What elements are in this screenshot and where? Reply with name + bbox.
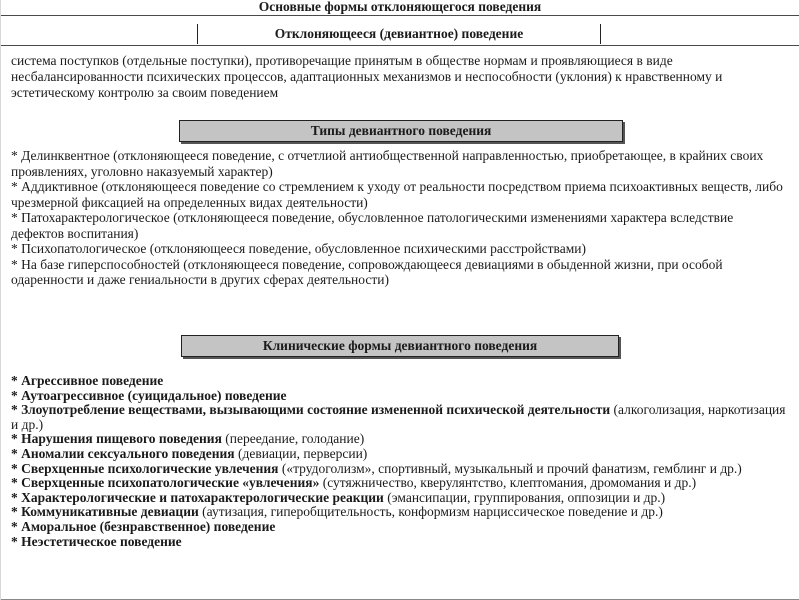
types-item: * Аддиктивное (отклоняющееся поведение со стремлением к уходу от реальности посредством приема психоактивных веществ, либо чрезмерной фиксацией на определенных видах деятельности) [11, 179, 783, 210]
definition-text: система поступков (отдельные поступки), противоречащие принятым в обществе нормам и проявляющиеся в виде несбалансированности психических процессов, адаптационных механизмов и неспособности (уклония) к нравственному и эстетическому контролю за своим поведением [11, 53, 723, 100]
clinical-item [11, 432, 787, 447]
clinical-item-detail: (аутизация, гиперобщительность, конформизм нарциссическое поведение и др.) [198, 504, 663, 520]
clinical-item-title: * Агрессивное поведение [11, 373, 164, 388]
clinical-item-detail: (алкоголизация, наркотизация и др.) [11, 402, 786, 432]
clinical-list [11, 374, 787, 549]
types-item: * На базе гиперспособностей (отклоняющееся поведение, сопровождающееся девиациями в обыденной жизни, при особой одаренности и даже гениальности в других сферах деятельности) [11, 256, 723, 287]
clinical-item [11, 403, 787, 432]
clinical-item-title: * Неэстетическое поведение [11, 533, 182, 549]
clinical-item-detail: (эмансипации, группирования, оппозиции и др.) [383, 489, 666, 505]
page-title: Основные формы отклоняющегося поведения [258, 0, 542, 14]
clinical-item-title: * Нарушения пищевого поведения [11, 431, 222, 447]
clinical-item-title: * Характерологические и патохарактерологические реакции [11, 489, 384, 505]
clinical-item-detail: (сутяжничество, кверулянтство, клептомания, дромомания и др.) [319, 475, 697, 491]
clinical-item [11, 389, 787, 404]
clinical-item [11, 374, 787, 389]
clinical-item-title: * Аномалии сексуального поведения [11, 445, 235, 461]
clinical-item [11, 447, 787, 462]
clinical-item-title: * Коммуникативные девиации [11, 504, 199, 520]
types-item: * Делинквентное (отклоняющееся поведение, с отчетлиой антиобщественной направленностью, приобретающее, в крайних своих проявлениях, уголовно наказуемый характер) [11, 148, 764, 179]
definition-divider [1, 45, 799, 46]
clinical-item [11, 476, 787, 491]
clinical-item-title: * Аутоагрессивное (суицидальное) поведение [11, 387, 287, 403]
clinical-item-title: * Сверхценные психологические увлечения [11, 460, 279, 476]
clinical-item-detail: (девиации, перверсии) [234, 445, 368, 461]
types-item: * Психопатологическое (отклоняющееся поведение, обусловленное психическими расстройствами) [11, 241, 587, 256]
types-item: * Патохарактерологическое (отклоняющееся поведение, обусловленное патологическими изменениями характера вследствие дефектов воспитания) [11, 210, 734, 241]
clinical-item-title: * Злоупотребление веществами, вызывающими состояние измененной психической деятельности [11, 402, 611, 418]
clinical-item [11, 520, 787, 535]
clinical-item [11, 462, 787, 477]
definition-heading: Отклоняющееся (девиантное) поведение [197, 24, 601, 44]
clinical-item-detail: («трудоголизм», спортивный, музыкальный и прочий фанатизм, гемблинг и др.) [278, 460, 742, 476]
clinical-item [11, 491, 787, 506]
clinical-item-title: * Сверхценные психопатологические «увлечения» [11, 475, 320, 491]
title-divider [1, 15, 799, 16]
clinical-heading-banner: Клинические формы девиантного поведения [181, 335, 619, 357]
clinical-item [11, 505, 787, 520]
types-list [11, 148, 787, 288]
clinical-item [11, 535, 787, 550]
clinical-item-detail: (переедание, голодание) [221, 431, 365, 447]
clinical-item-title: * Аморальное (безнравственное) поведение [11, 518, 276, 534]
types-heading-banner: Типы девиантного поведения [179, 120, 623, 142]
